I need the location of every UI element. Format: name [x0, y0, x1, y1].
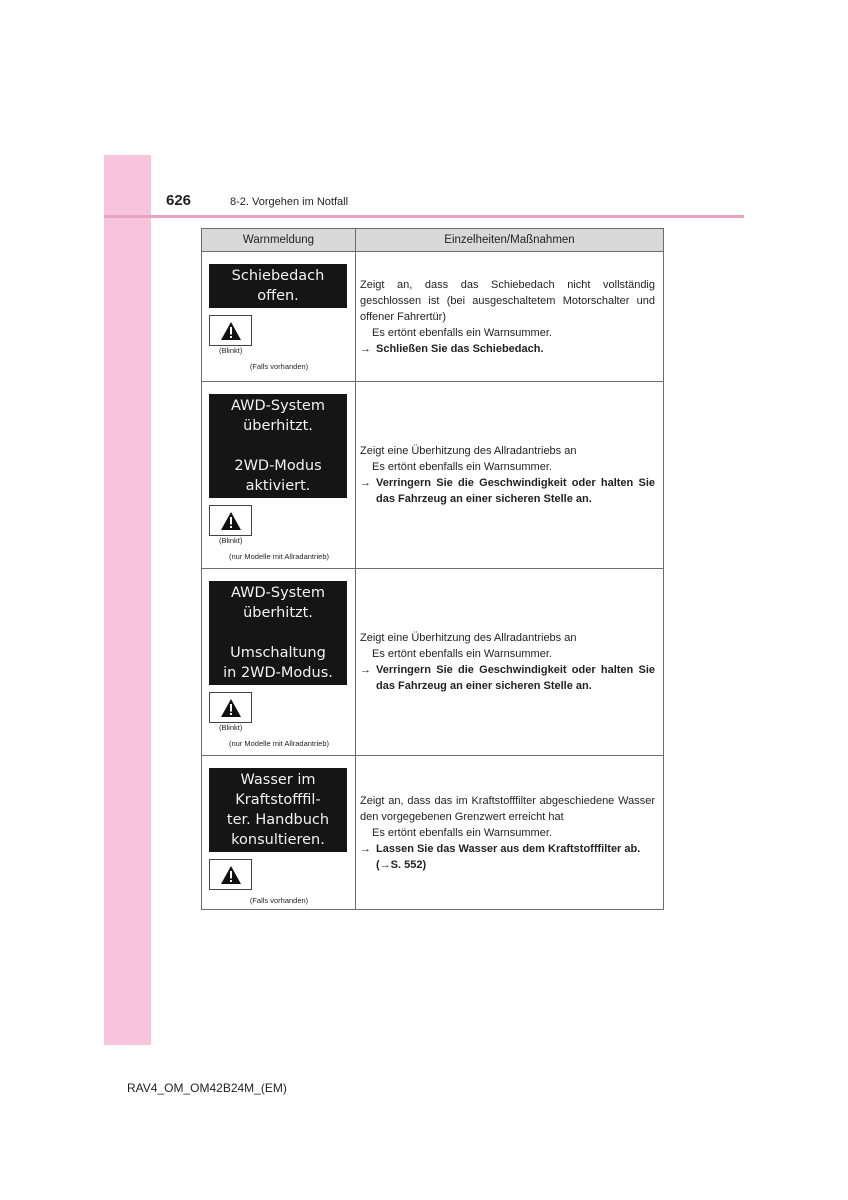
warning-messages-table	[201, 228, 664, 910]
arrow-icon: →	[360, 477, 371, 489]
display-line	[209, 623, 347, 643]
warning-triangle-icon	[209, 692, 252, 723]
display-message	[209, 581, 347, 685]
warning-message-cell	[202, 382, 356, 569]
blink-label: (Blinkt)	[219, 346, 243, 355]
details-cell	[356, 756, 664, 910]
action-instruction	[360, 662, 655, 694]
table-row	[202, 382, 664, 569]
blink-label: (Blinkt)	[219, 536, 243, 545]
buzzer-text: Es ertönt ebenfalls ein Warnsummer.	[372, 326, 552, 339]
display-line: Umschaltung	[230, 645, 326, 661]
warning-triangle-icon	[209, 505, 252, 536]
display-message	[209, 768, 347, 852]
table-row	[202, 252, 664, 382]
action-text: Verringern Sie die Geschwindigkeit oder halten Sie das Fahrzeug an einer sicheren Stelle an.	[376, 664, 655, 692]
description-text: Zeigt eine Überhitzung des Allradantriebs an	[360, 445, 577, 457]
display-line: Schiebedach	[231, 268, 325, 284]
description-text: Zeigt an, dass das Schiebedach nicht vollständig geschlossen ist (bei ausgeschaltetem Motorschalter und offener Fahrertür)	[360, 278, 655, 323]
page-reference: (→S. 552)	[376, 858, 427, 871]
page-number: 626	[166, 192, 192, 209]
arrow-icon: →	[360, 664, 371, 676]
display-line: AWD-System	[231, 585, 325, 601]
warning-triangle-icon	[209, 315, 252, 346]
display-line: Wasser im	[240, 772, 316, 788]
display-line: 2WD-Modus	[234, 458, 322, 474]
availability-note: (Falls vorhanden)	[249, 362, 309, 371]
blink-label: (Blinkt)	[219, 723, 243, 732]
display-message	[209, 264, 347, 308]
warning-message-cell	[202, 252, 356, 382]
side-tab-strip	[104, 155, 151, 1045]
action-text: Verringern Sie die Geschwindigkeit oder halten Sie das Fahrzeug an einer sicheren Stelle an.	[376, 477, 655, 505]
display-line: überhitzt.	[243, 605, 313, 621]
action-text: Schließen Sie das Schiebedach.	[376, 342, 544, 355]
header-divider	[104, 215, 744, 218]
display-line: überhitzt.	[243, 418, 313, 434]
arrow-icon: →	[360, 342, 371, 355]
table-row	[202, 756, 664, 910]
buzzer-text: Es ertönt ebenfalls ein Warnsummer.	[372, 461, 552, 473]
display-line	[209, 436, 347, 456]
warning-triangle-icon	[209, 859, 252, 890]
action-instruction	[360, 475, 655, 507]
display-line: AWD-System	[231, 398, 325, 414]
column-header-warning: Warnmeldung	[202, 229, 356, 252]
display-line: konsultieren.	[231, 832, 325, 848]
details-cell	[356, 569, 664, 756]
availability-note: (Falls vorhanden)	[249, 896, 309, 905]
warning-message-cell	[202, 756, 356, 910]
details-cell	[356, 382, 664, 569]
description-text: Zeigt an, dass das im Kraftstofffilter abgeschiedene Wasser den vorgegebenen Grenzwert erreicht hat	[360, 794, 655, 823]
description-text: Zeigt eine Überhitzung des Allradantriebs an	[360, 632, 577, 644]
availability-note: (nur Modelle mit Allradantrieb)	[228, 552, 330, 561]
column-header-details: Einzelheiten/Maßnahmen	[356, 229, 664, 252]
display-line: ter. Handbuch	[226, 812, 330, 828]
action-instruction	[360, 841, 655, 857]
display-line: offen.	[257, 288, 299, 304]
document-code: RAV4_OM_OM42B24M_(EM)	[127, 1081, 287, 1095]
details-cell	[356, 252, 664, 382]
action-text: Lassen Sie das Wasser aus dem Kraftstofffilter ab.	[376, 842, 641, 855]
display-message	[209, 394, 347, 498]
buzzer-text: Es ertönt ebenfalls ein Warnsummer.	[372, 648, 552, 660]
display-line: in 2WD-Modus.	[223, 665, 333, 681]
section-title: 8-2. Vorgehen im Notfall	[230, 196, 349, 208]
table-row	[202, 569, 664, 756]
display-line: aktiviert.	[245, 478, 311, 494]
table-header-row	[202, 229, 664, 252]
availability-note: (nur Modelle mit Allradantrieb)	[228, 739, 330, 748]
arrow-icon: →	[360, 842, 371, 855]
action-instruction	[360, 341, 655, 357]
buzzer-text: Es ertönt ebenfalls ein Warnsummer.	[372, 826, 552, 839]
warning-message-cell	[202, 569, 356, 756]
display-line: Kraftstofffil-	[235, 792, 321, 808]
